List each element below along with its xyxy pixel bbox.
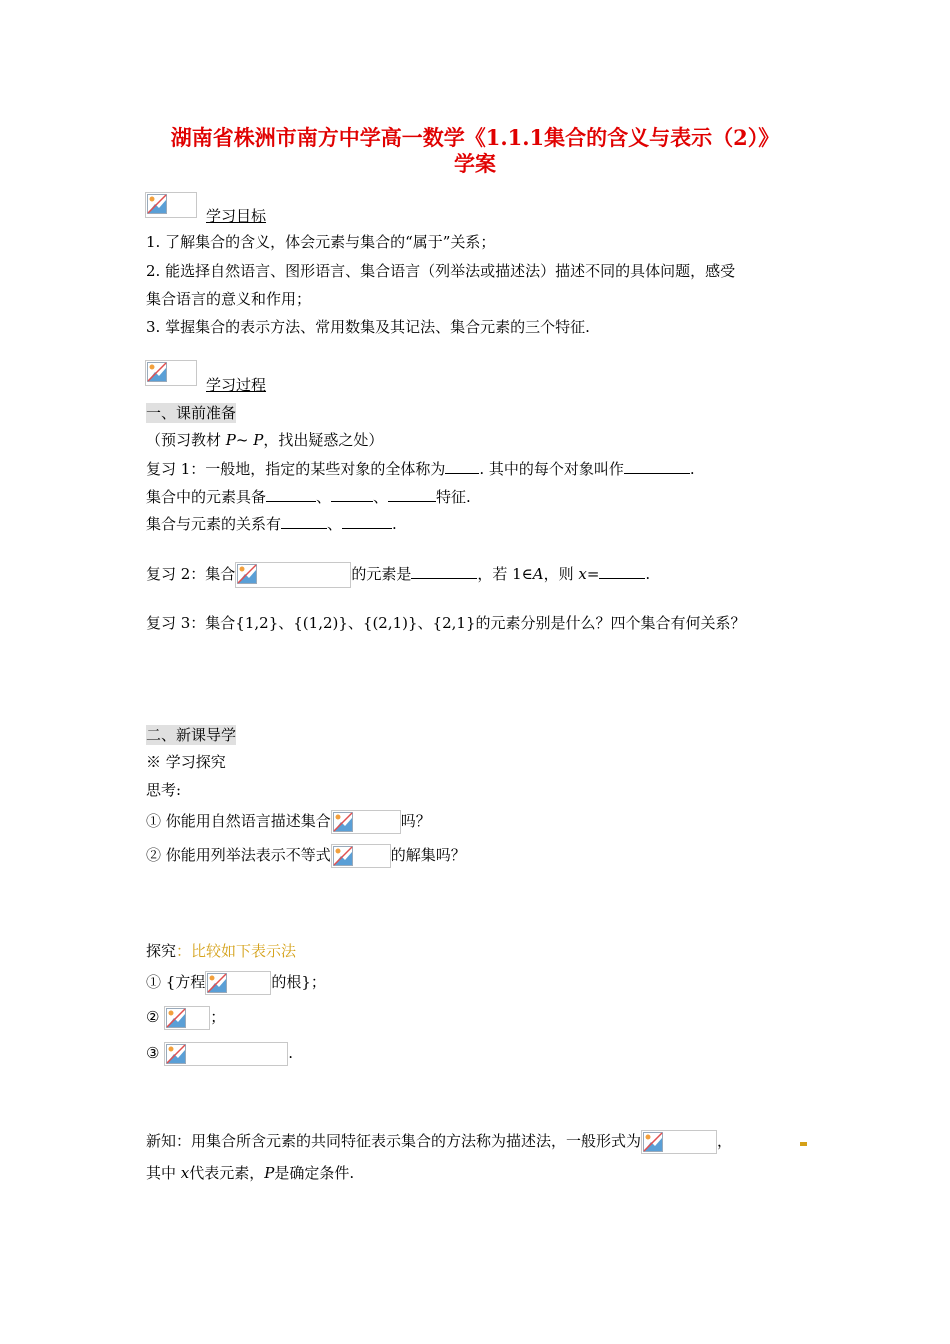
review2: 复习 2：集合 的元素是 ，若 1∈A，则 x= . — [146, 562, 650, 588]
review1-line2: 集合中的元素具备 、 、 特征. — [146, 488, 471, 506]
preview-note: （预习教材 P~ P，找出疑惑之处） — [146, 431, 384, 449]
think-label: 思考: — [146, 781, 182, 799]
compare-item-1: ① {方程 的根}； — [146, 971, 326, 995]
new-knowledge-line2: 其中 x代表元素，P是确定条件. — [146, 1164, 355, 1182]
goals-header — [145, 192, 197, 218]
compare-item-3: ③ . — [146, 1042, 293, 1066]
goal-item: 集合语言的意义和作用； — [146, 290, 312, 308]
part2-heading: 二、新课导学 — [146, 726, 237, 744]
broken-image-icon — [145, 360, 197, 386]
new-knowledge-line1: 新知：用集合所含元素的共同特征表示集合的方法称为描述法，一般形式为 ， — [146, 1130, 732, 1154]
review3: 复习 3：集合{1,2}、{(1,2)}、{(2,1)}、{2,1}的元素分别是什么？四个集合有何关系？ — [146, 614, 746, 632]
process-heading: 学习过程 — [206, 376, 267, 394]
goal-item: 3. 掌握集合的表示方法、常用数集及其记法、集合元素的三个特征. — [146, 318, 590, 336]
broken-image-icon — [331, 844, 391, 868]
broken-image-icon — [641, 1130, 717, 1154]
broken-image-icon — [145, 192, 197, 218]
broken-image-icon — [164, 1042, 288, 1066]
broken-image-icon — [164, 1006, 210, 1030]
question-2: ② 你能用列举法表示不等式 的解集吗？ — [146, 844, 466, 868]
page-title: 湖南省株洲市南方中学高一数学《1.1.1集合的含义与表示（2）》 — [170, 125, 780, 150]
question-1: ① 你能用自然语言描述集合 吗？ — [146, 810, 431, 834]
part1-heading: 一、课前准备 — [146, 404, 237, 422]
broken-image-icon — [235, 562, 351, 588]
review1-line3: 集合与元素的关系有 、 . — [146, 515, 397, 533]
review1-line1: 复习 1：一般地，指定的某些对象的全体称为 . 其中的每个对象叫作 . — [146, 460, 695, 478]
goals-heading: 学习目标 — [206, 207, 267, 225]
anchor-mark-icon — [800, 1142, 807, 1146]
process-header — [145, 360, 197, 386]
goal-item: 1. 了解集合的含义，体会元素与集合的“属于”关系； — [146, 233, 496, 251]
explore-heading: ※ 学习探究 — [146, 753, 226, 771]
page-title-line2: 学案 — [454, 151, 496, 176]
broken-image-icon — [205, 971, 271, 995]
compare-heading: 探究：比较如下表示法 — [146, 942, 297, 960]
broken-image-icon — [331, 810, 401, 834]
goal-item: 2. 能选择自然语言、图形语言、集合语言（列举法或描述法）描述不同的具体问题，感受 — [146, 262, 736, 280]
compare-item-2: ② ； — [146, 1006, 225, 1030]
